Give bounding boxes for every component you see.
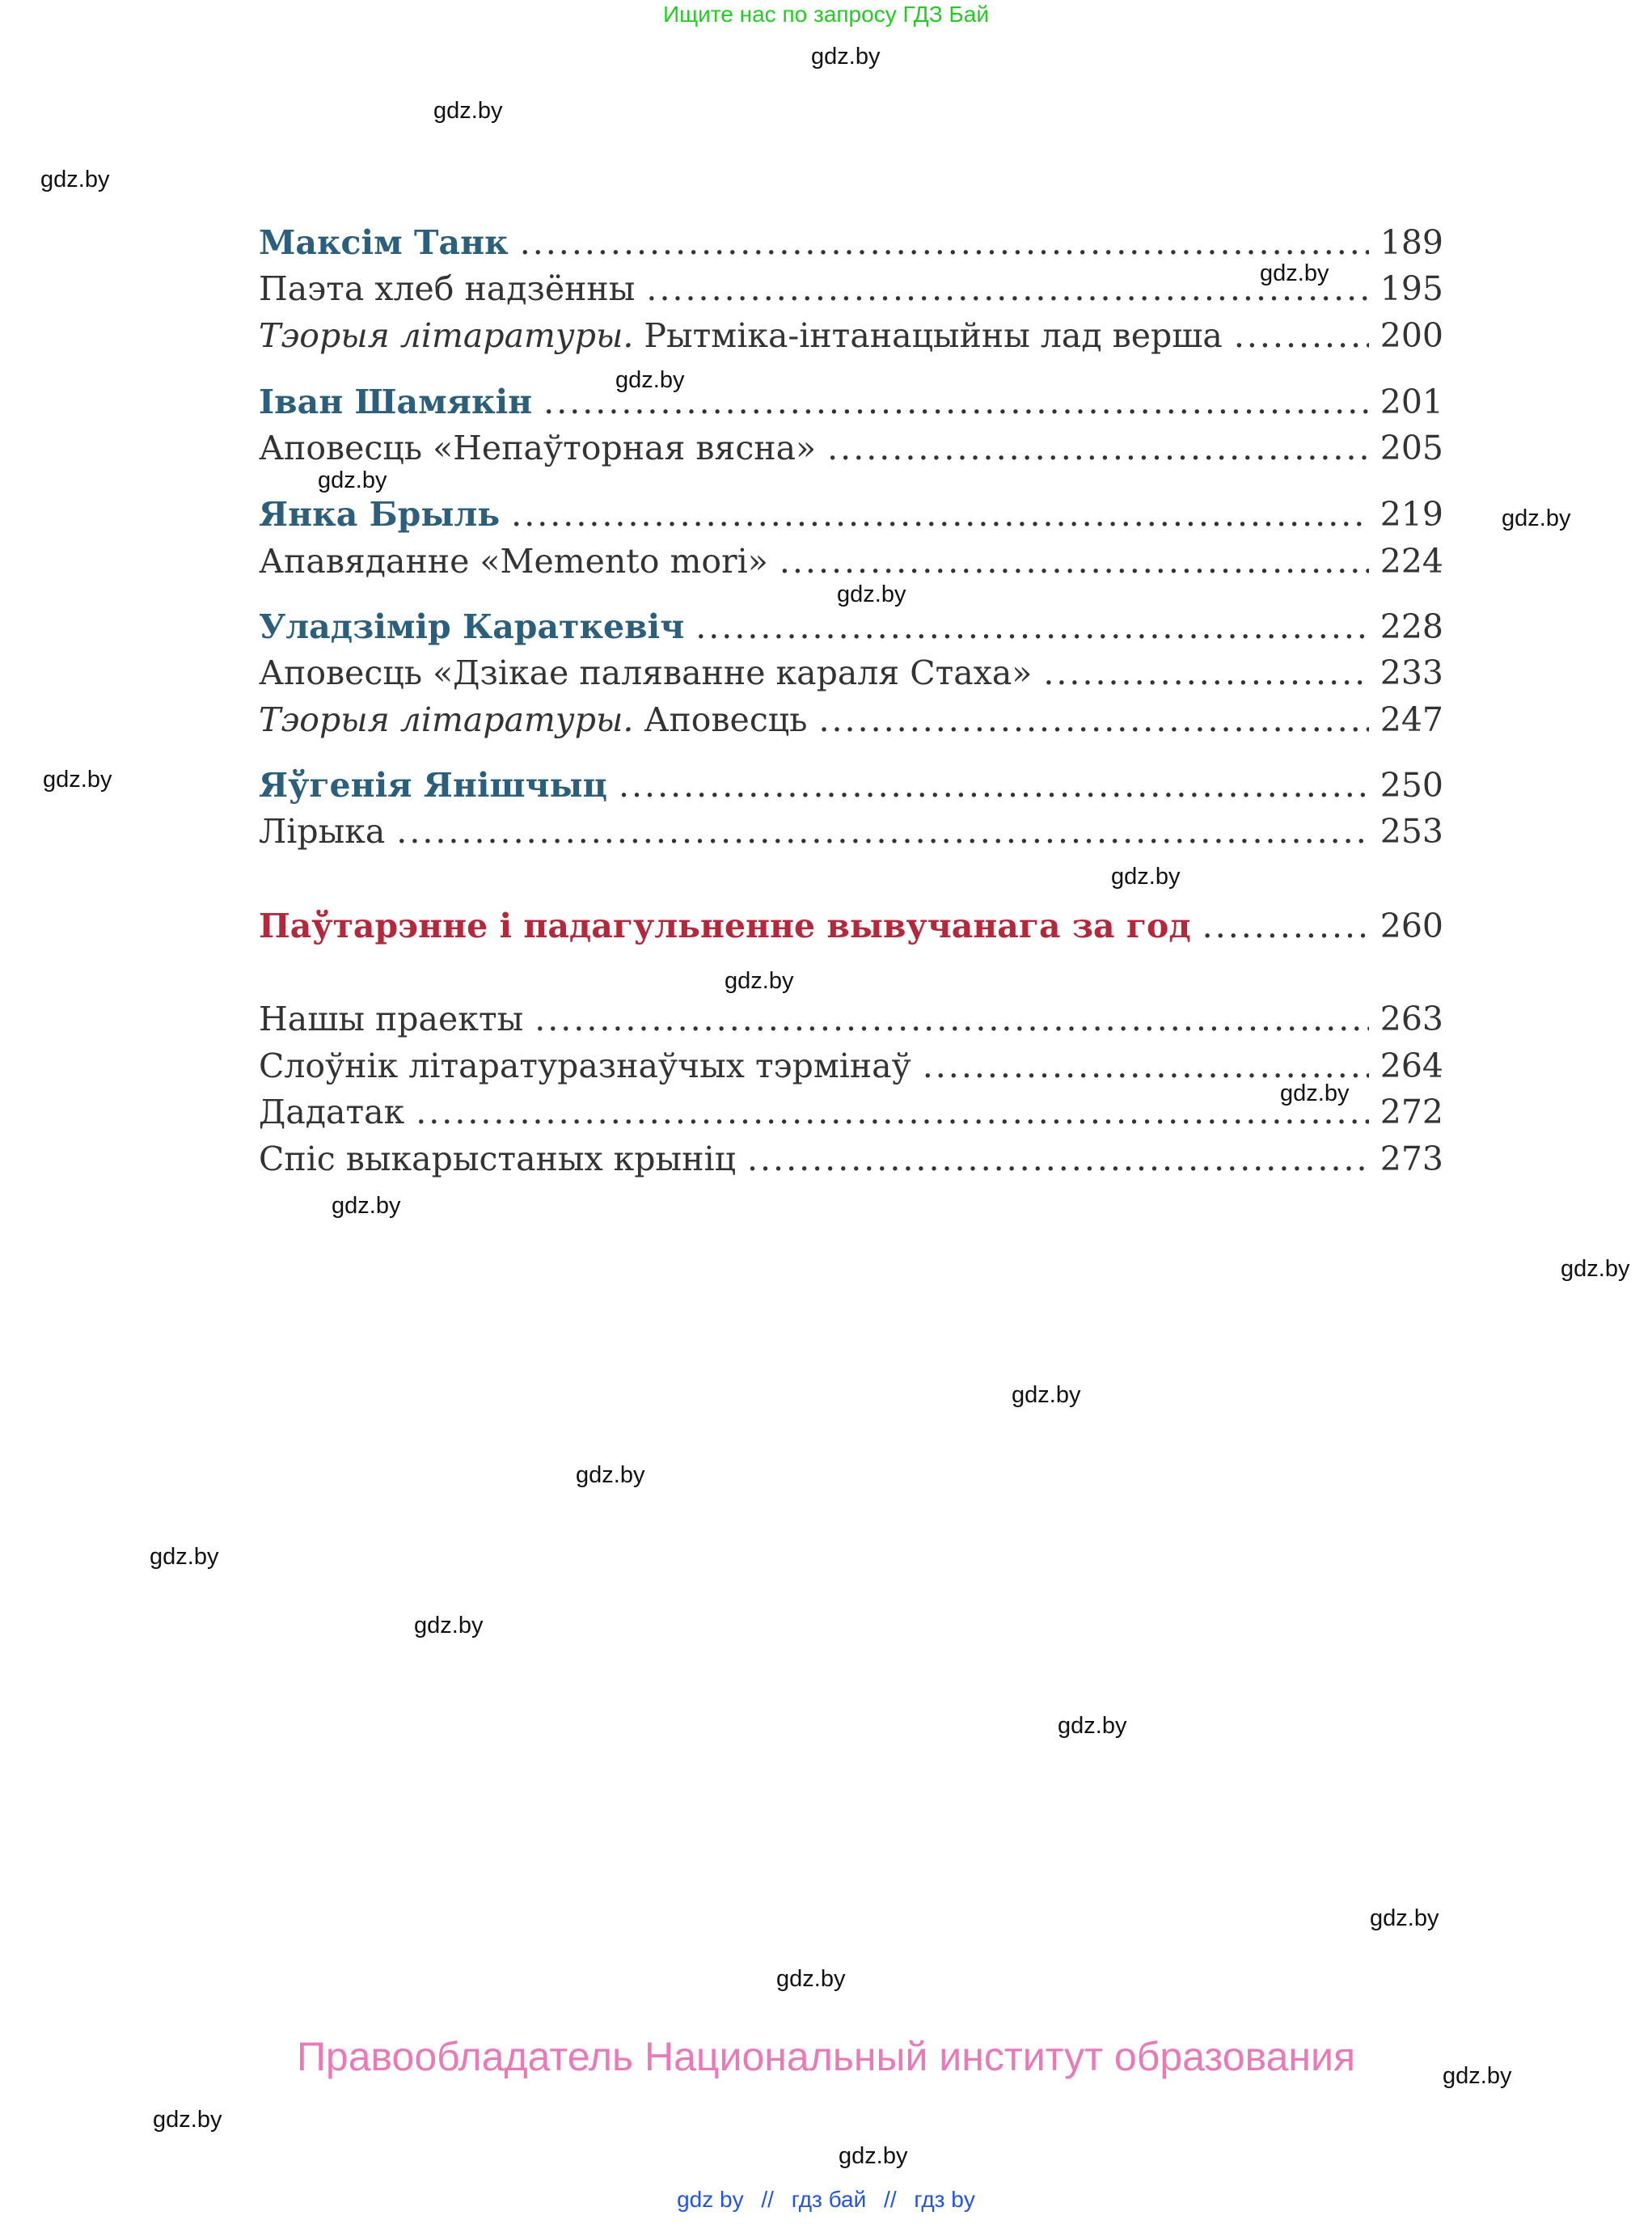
watermark: gdz.by	[153, 2107, 222, 2133]
toc-entry-review[interactable]	[259, 907, 1443, 950]
toc-title: Аповесць «Непаўторная вясна»	[259, 429, 817, 467]
toc-entry[interactable]	[259, 1093, 1443, 1136]
toc-title-italic: Тэорыя літаратуры.	[259, 316, 634, 355]
toc-title	[259, 316, 1223, 355]
toc-page-number: 200	[1379, 316, 1443, 355]
watermark: gdz.by	[725, 968, 794, 994]
toc-leader-dots	[534, 1000, 1369, 1038]
toc-page-number: 219	[1379, 495, 1443, 534]
toc-page-number: 189	[1379, 223, 1443, 262]
watermark: gdz.by	[1111, 864, 1181, 890]
toc-leader-dots	[511, 495, 1369, 534]
watermark: gdz.by	[318, 467, 387, 493]
toc-entry-author[interactable]	[259, 607, 1443, 651]
watermark: gdz.by	[1280, 1080, 1350, 1106]
toc-title: Максім Танк	[259, 223, 509, 262]
toc-page-number: 253	[1379, 812, 1443, 851]
toc-leader-dots	[646, 269, 1369, 308]
toc-entry[interactable]	[259, 269, 1443, 313]
toc-page-number: 228	[1379, 607, 1443, 646]
toc-leader-dots	[747, 1139, 1369, 1178]
toc-title: Дадатак	[259, 1093, 405, 1131]
watermark: gdz.by	[414, 1613, 484, 1638]
toc-title: Нашы праекты	[259, 1000, 524, 1038]
toc-entry[interactable]	[259, 1046, 1443, 1090]
toc-title: Апавяданне «Memento mori»	[259, 542, 768, 581]
toc-leader-dots	[827, 429, 1369, 467]
toc-entry[interactable]	[259, 653, 1443, 697]
toc-entry[interactable]	[259, 1000, 1443, 1043]
toc-page-number: 224	[1379, 542, 1443, 581]
watermark: gdz.by	[1370, 1905, 1439, 1931]
toc-title: Слоўнік літаратуразнаўчых тэрмінаў	[259, 1046, 911, 1085]
toc-entry-author[interactable]	[259, 495, 1443, 539]
toc-leader-dots	[1043, 653, 1369, 692]
toc-page-number: 247	[1379, 700, 1443, 739]
watermark: gdz.by	[837, 581, 906, 607]
toc-leader-dots	[780, 542, 1369, 581]
toc-leader-dots	[1234, 316, 1369, 355]
toc-title: Яўгенія Янішчыц	[259, 766, 607, 805]
toc-page-number: 272	[1379, 1093, 1443, 1131]
toc-leader-dots	[396, 812, 1369, 851]
watermark: gdz.by	[1012, 1382, 1081, 1408]
toc-entry[interactable]	[259, 429, 1443, 472]
toc-title: Спіс выкарыстаных крыніц	[259, 1139, 736, 1178]
watermark: gdz.by	[1058, 1713, 1127, 1739]
toc-entry[interactable]	[259, 1139, 1443, 1183]
toc-entry-author[interactable]	[259, 383, 1443, 426]
toc-title-rest: Аповесць	[633, 700, 808, 739]
copyright-notice: Правообладатель Национальный институт образования	[296, 2034, 1356, 2079]
toc-title: Паўтарэнне і падагульненне вывучанага за год	[259, 907, 1191, 945]
toc-leader-dots	[543, 383, 1369, 421]
toc-page-number: 233	[1379, 653, 1443, 692]
watermark: gdz.by	[43, 767, 112, 793]
toc-page-number: 195	[1379, 269, 1443, 308]
toc-title: Іван Шамякін	[259, 383, 533, 421]
toc-entry-author[interactable]	[259, 766, 1443, 810]
watermark: gdz.by	[40, 167, 110, 192]
watermark: gdz.by	[332, 1193, 401, 1219]
watermark: gdz.by	[1443, 2063, 1512, 2089]
toc-entry[interactable]	[259, 812, 1443, 856]
toc-title: Паэта хлеб надзённы	[259, 269, 636, 308]
toc-entry-author[interactable]	[259, 223, 1443, 267]
toc-title-italic: Тэорыя літаратуры.	[259, 700, 634, 739]
toc-leader-dots	[923, 1046, 1369, 1085]
top-banner: Ищите нас по запросу ГДЗ Бай	[662, 2, 990, 27]
footer-link-gdz-by[interactable]: gdz by	[677, 2187, 744, 2212]
toc-title: Уладзімір Караткевіч	[259, 607, 685, 646]
toc-page-number: 205	[1379, 429, 1443, 467]
toc-title: Янка Брыль	[259, 495, 501, 534]
toc-leader-dots	[1202, 907, 1369, 945]
toc-page-number: 273	[1379, 1139, 1443, 1178]
toc-title-rest: Рытміка-інтанацыйны лад верша	[633, 316, 1223, 355]
watermark: gdz.by	[433, 98, 503, 124]
footer-links	[0, 2187, 1652, 2213]
watermark: gdz.by	[776, 1966, 846, 1992]
toc-title	[259, 700, 807, 739]
watermark: gdz.by	[1561, 1256, 1630, 1282]
toc-leader-dots	[818, 700, 1369, 739]
toc-leader-dots	[695, 607, 1369, 646]
toc-page-number: 260	[1379, 907, 1443, 945]
watermark: gdz.by	[839, 2143, 908, 2169]
toc-leader-dots	[416, 1093, 1369, 1131]
toc-page-number: 264	[1379, 1046, 1443, 1085]
watermark: gdz.by	[576, 1462, 645, 1488]
toc-leader-dots	[619, 766, 1369, 805]
watermark: gdz.by	[1260, 260, 1329, 286]
toc-leader-dots	[520, 223, 1369, 262]
footer-link-gdz-by-ru[interactable]: гдз by	[914, 2187, 975, 2212]
footer-separator: //	[761, 2187, 774, 2212]
watermark: gdz.by	[811, 44, 881, 70]
toc-page-number: 250	[1379, 766, 1443, 805]
toc-title: Аповесць «Дзікае паляванне караля Стаха»	[259, 653, 1033, 692]
toc-entry[interactable]	[259, 542, 1443, 586]
footer-link-gdz-bai[interactable]: гдз бай	[791, 2187, 867, 2212]
toc-page-number: 201	[1379, 383, 1443, 421]
toc-page-number: 263	[1379, 1000, 1443, 1038]
watermark: gdz.by	[150, 1544, 219, 1570]
watermark: gdz.by	[1502, 505, 1571, 531]
toc-entry-theory[interactable]	[259, 700, 1443, 744]
footer-separator: //	[884, 2187, 897, 2212]
toc-title: Лірыка	[259, 812, 386, 851]
toc-entry-theory[interactable]	[259, 316, 1443, 360]
watermark: gdz.by	[615, 367, 685, 393]
